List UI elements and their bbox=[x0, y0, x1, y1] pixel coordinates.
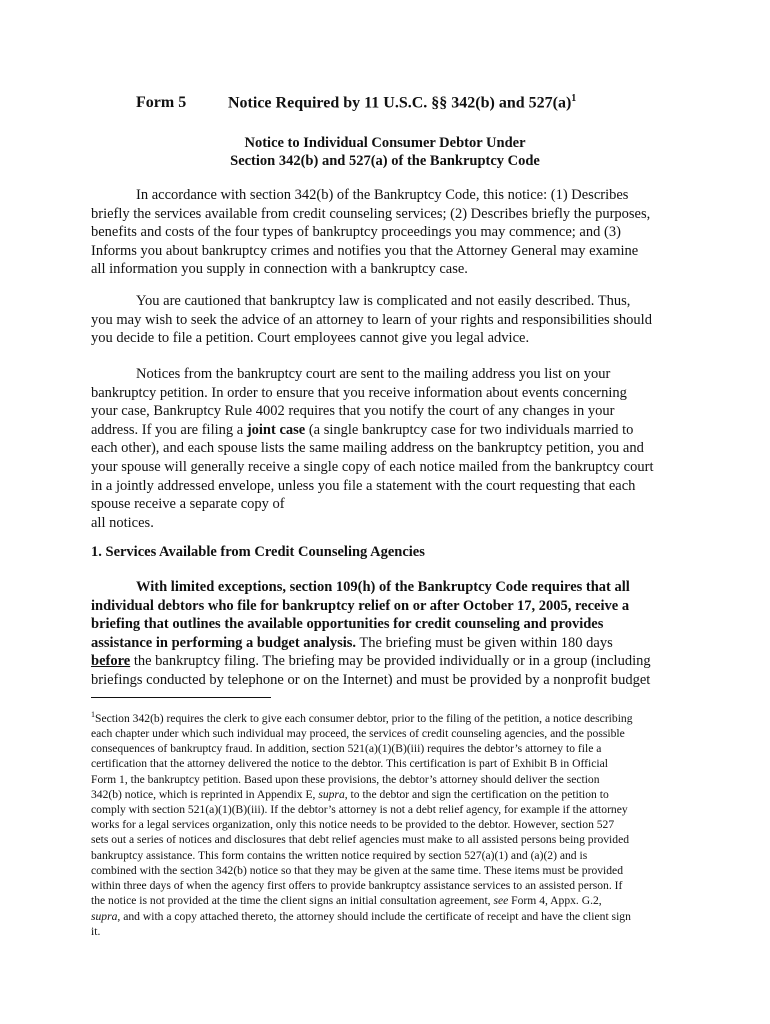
text-run: see bbox=[493, 894, 509, 908]
footnote bbox=[91, 707, 681, 939]
text-line bbox=[91, 707, 681, 726]
text-line: Notices from the bankruptcy court are sent to the mailing address you list on your bbox=[136, 366, 611, 382]
text-line: comply with section 521(a)(1)(B)(iii). If the debtor’s attorney is not a debt relief agency, for example if the attorney bbox=[91, 803, 628, 817]
text-line bbox=[91, 421, 681, 440]
subtitle-line-2: Section 342(b) and 527(a) of the Bankruptcy Code bbox=[230, 153, 540, 169]
text-line: briefings conducted by telephone or on the Internet) and must be provided by a nonprofit budget bbox=[91, 671, 651, 688]
text-line: individual debtors who file for bankruptcy relief on or after October 17, 2005, receive a bbox=[91, 597, 630, 614]
text-line bbox=[91, 652, 681, 671]
text-line bbox=[91, 787, 681, 802]
text-line: your spouse will generally receive a single copy of each notice mailed from the bankruptcy court bbox=[91, 458, 654, 475]
text-run: , to the debtor and sign the certification on the petition to bbox=[344, 787, 609, 801]
text-run: the bankruptcy filing. The briefing may be provided individually or in a group (including bbox=[130, 653, 651, 670]
text-run: The briefing must be given within 180 days bbox=[356, 634, 613, 651]
paragraph-notices bbox=[91, 365, 681, 532]
paragraph-caution bbox=[91, 292, 681, 348]
text-line: consequences of bankruptcy fraud. In addition, section 521(a)(1)(B)(iii) requires the debtor’s attorney to file a bbox=[91, 742, 602, 756]
text-line: You are cautioned that bankruptcy law is complicated and not easily described. Thus, bbox=[136, 293, 631, 309]
text-line bbox=[91, 893, 681, 908]
text-line: briefly the services available from credit counseling services; (2) Describes briefly the purposes, bbox=[91, 205, 651, 222]
text-line: certification that the attorney delivered the notice to the debtor. This certification is part of Exhibit B in Official bbox=[91, 757, 608, 771]
text-run: , and with a copy attached thereto, the attorney should include the certificate of receipt and have the client sign bbox=[117, 909, 631, 923]
text-line: bankruptcy petition. In order to ensure that you receive information about events concerning bbox=[91, 384, 627, 401]
text-line: all notices. bbox=[91, 514, 154, 531]
form-title bbox=[136, 93, 696, 112]
text-run: the notice is not provided at the time the client signs an initial consultation agreement, bbox=[91, 894, 494, 908]
footnote-mark: 1 bbox=[91, 710, 95, 719]
title-text: Notice Required by 11 U.S.C. §§ 342(b) and 527(a) bbox=[228, 94, 572, 112]
text-run: supra bbox=[91, 909, 118, 923]
before-emphasis: before bbox=[91, 653, 131, 670]
text-line: you decide to file a petition. Court employees cannot give you legal advice. bbox=[91, 330, 530, 347]
text-line: benefits and costs of the four types of bankruptcy proceedings you may commence; and (3) bbox=[91, 224, 621, 241]
text-run: assistance in performing a budget analysis. bbox=[91, 634, 357, 651]
text-run: supra bbox=[318, 787, 345, 801]
footnote-divider bbox=[91, 697, 271, 698]
text-line: Informs you about bankruptcy crimes and notifies you that the Attorney General may examine bbox=[91, 242, 639, 259]
form-number: Form 5 bbox=[136, 94, 187, 112]
section-1-heading: 1. Services Available from Credit Counseling Agencies bbox=[91, 544, 425, 560]
text-line: sets out a series of notices and disclosures that debt relief agencies must make to all assisted persons being provided bbox=[91, 833, 630, 847]
text-line: works for a legal services organization, only this notice needs to be provided to the debtor. However, section 527 bbox=[91, 818, 615, 832]
text-line bbox=[91, 909, 681, 924]
text-line: bankruptcy assistance. This form contains the written notice required by section 527(a)(1) and (a)(2) and is bbox=[91, 848, 588, 862]
paragraph-intro bbox=[91, 186, 681, 279]
text-line bbox=[91, 634, 681, 653]
text-line: in a jointly addressed envelope, unless you file a statement with the court requesting that each bbox=[91, 477, 636, 494]
text-line: you may wish to seek the advice of an attorney to learn of your rights and responsibilities should bbox=[91, 311, 652, 328]
text-run: Section 342(b) requires the clerk to give each consumer debtor, prior to the filing of the petition, a notice describing bbox=[95, 711, 633, 725]
text-line: each chapter under which such individual may proceed, the services of credit counseling agencies, and the possible bbox=[91, 727, 625, 741]
text-line: With limited exceptions, section 109(h) of the Bankruptcy Code requires that all bbox=[136, 579, 630, 595]
text-run: Form 4, Appx. G.2, bbox=[508, 894, 602, 908]
text-line: spouse receive a separate copy of bbox=[91, 496, 285, 513]
joint-case-term: joint case bbox=[246, 421, 306, 438]
text-line: all information you supply in connection with a bankruptcy case. bbox=[91, 261, 468, 278]
text-line: it. bbox=[91, 924, 101, 938]
text-line: combined with the section 342(b) notice so that they may be given at the same time. These items must be provided bbox=[91, 863, 624, 877]
text-line: Form 1, the bankruptcy petition. Based upon these provisions, the debtor’s attorney should deliver the section bbox=[91, 772, 600, 786]
text-line: your case, Bankruptcy Rule 4002 requires that you notify the court of any changes in your bbox=[91, 403, 615, 420]
section-1-body bbox=[91, 578, 681, 690]
text-run: (a single bankruptcy case for two individuals married to bbox=[305, 421, 634, 438]
text-run: 342(b) notice, which is reprinted in Appendix E, bbox=[91, 787, 319, 801]
text-run: address. If you are filing a bbox=[91, 421, 247, 438]
text-line: within three days of when the agency first offers to provide bankruptcy assistance services to an assisted person. If bbox=[91, 879, 623, 893]
subtitle-line-1: Notice to Individual Consumer Debtor Under bbox=[244, 135, 526, 151]
title-footnote-mark: 1 bbox=[571, 93, 577, 104]
text-line: briefing that outlines the available opportunities for credit counseling and provides bbox=[91, 616, 604, 633]
text-line: In accordance with section 342(b) of the Bankruptcy Code, this notice: (1) Describes bbox=[136, 187, 629, 203]
text-line: each other), and each spouse lists the same mailing address on the bankruptcy petition, you and bbox=[91, 440, 644, 457]
